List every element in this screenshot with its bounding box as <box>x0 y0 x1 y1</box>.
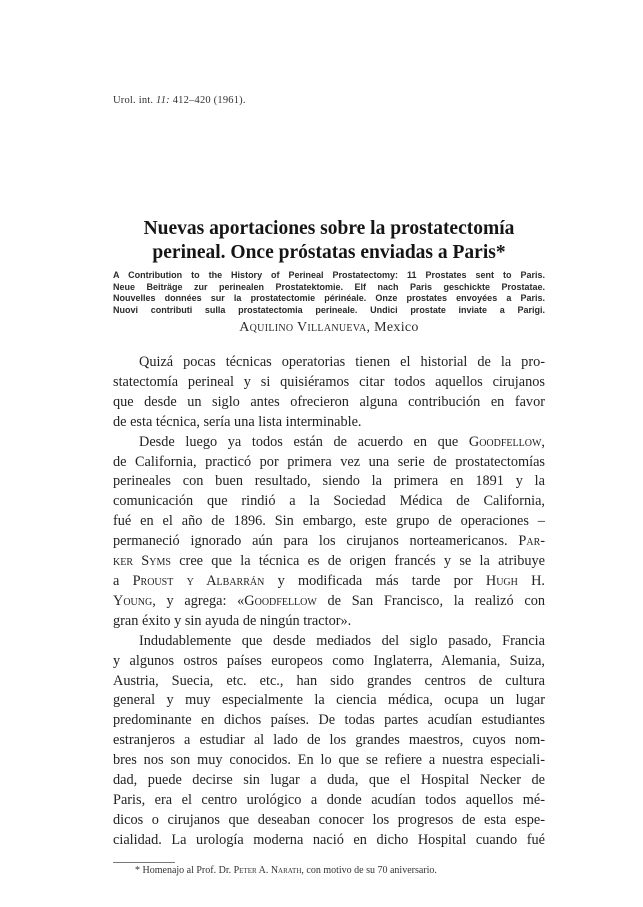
author-name: Aquilino Villanueva, <box>239 320 371 335</box>
author-reference: Proust y Albarrán <box>132 572 265 589</box>
citation-pages: 412–420 (1961). <box>172 95 246 106</box>
body-text-run: y agrega: « <box>155 592 245 609</box>
body-line <box>113 433 545 453</box>
body-line: Paris, era el centro urológico a donde acudían todos aquellos mé- <box>113 791 545 808</box>
body-text-run: y modificada más tarde por <box>264 572 486 589</box>
body-line <box>113 532 545 552</box>
author-reference: ker Syms <box>113 553 171 570</box>
body-line: fué en el año de 1896. Sin embargo, este grupo de operaciones – <box>113 513 545 530</box>
body-line: comunicación que rindió a la Sociedad Médica de California, <box>113 493 545 510</box>
author-reference: Goodfellow, <box>468 433 545 450</box>
body-line <box>113 592 545 612</box>
body-text-run: cree que la técnica es de origen francés y se la atribuye <box>170 553 545 570</box>
title-line-2: perineal. Once próstatas enviadas a Paris* <box>152 242 506 263</box>
footnote-divider <box>113 862 175 863</box>
author-reference: Hugh H. <box>485 572 545 589</box>
paper-title <box>113 217 545 265</box>
body-line: general y muy especialmente la ciencia médica, ocupa un lugar <box>113 692 545 709</box>
body-line: bres nos son muy conocidos. En lo que se refiere a nuestra especiali- <box>113 752 545 769</box>
author-place: Mexico <box>374 320 419 335</box>
subtitle-italian: Nuovi contributi sulla prostatectomia perineale. Undici prostate inviate a Parigi. <box>113 305 545 316</box>
citation-journal: Urol. int. <box>113 95 154 106</box>
translated-titles <box>113 270 545 317</box>
body-line: de esta técnica, sería una lista interminable. <box>113 413 362 430</box>
body-line: estranjeros a estudiar al lado de los grandes maestros, cuyos nom- <box>113 732 545 749</box>
body-line: de California, practicó por primera vez una serie de prostatectomías <box>113 453 545 470</box>
footnote-suffix: con motivo de su 70 aniversario. <box>303 865 437 876</box>
author-reference: Goodfellow <box>244 592 317 609</box>
author-reference: Par- <box>518 533 545 550</box>
footnote-name: Peter A. Narath, <box>233 865 304 876</box>
body-line <box>113 572 545 592</box>
body-text-run: permaneció ignorado aún para los cirujanos norteamericanos. <box>113 533 519 550</box>
body-line: cialidad. La urología moderna nació en dicho Hospital cuando fué <box>113 831 545 848</box>
subtitle-french: Nouvelles données sur la prostatectomie périnéale. Onze prostates envoyées a Paris. <box>113 293 545 304</box>
author-line <box>113 320 545 336</box>
author-reference: Young, <box>113 592 156 609</box>
footnote <box>135 865 437 876</box>
body-text-run: de San Francisco, la realizó con <box>316 592 545 609</box>
body-line <box>113 552 545 572</box>
body-line: statectomía perineal y si quisiéramos citar todos aquellos cirujanos <box>113 373 545 390</box>
body-line: Austria, Suecia, etc. etc., han sido grandes centros de cultura <box>113 672 545 689</box>
body-line: dad, puede decirse sin lugar a duda, que el Hospital Necker de <box>113 772 545 789</box>
body-line: y algunos ostros países europeos como Inglaterra, Alemania, Suiza, <box>113 652 545 669</box>
citation <box>113 95 246 106</box>
body-line: dicos o cirujanos que deseaban conocer los progresos de esta espe- <box>113 811 545 828</box>
body-line: perineales con buen resultado, siendo la primera en 1891 y la <box>113 473 545 490</box>
body-line: predominante en dichos países. De todas partes acudían estudiantes <box>113 712 545 729</box>
body-line: Quizá pocas técnicas operatorias tienen el historial de la pro- <box>139 354 545 370</box>
article-body <box>113 353 545 851</box>
title-line-1: Nuevas aportaciones sobre la prostatectomía <box>143 218 515 239</box>
citation-volume: 11: <box>156 95 170 106</box>
subtitle-english: A Contribution to the History of Perineal Prostatectomy: 11 Prostates sent to Paris. <box>113 270 545 280</box>
body-line: Indudablemente que desde mediados del siglo pasado, Francia <box>139 632 545 649</box>
body-text-run: a <box>113 572 133 589</box>
footnote-prefix: * Homenajo al Prof. Dr. <box>135 865 234 876</box>
body-text-run: Desde luego ya todos están de acuerdo en que <box>139 433 469 450</box>
body-line: gran éxito y sin ayuda de ningún tractor». <box>113 612 352 629</box>
body-line: que desde un siglo antes ofrecieron alguna contribución en favor <box>113 393 545 410</box>
subtitle-german: Neue Beiträge zur perinealen Prostatektomie. Elf nach Paris geschickte Prostatae. <box>113 281 545 292</box>
